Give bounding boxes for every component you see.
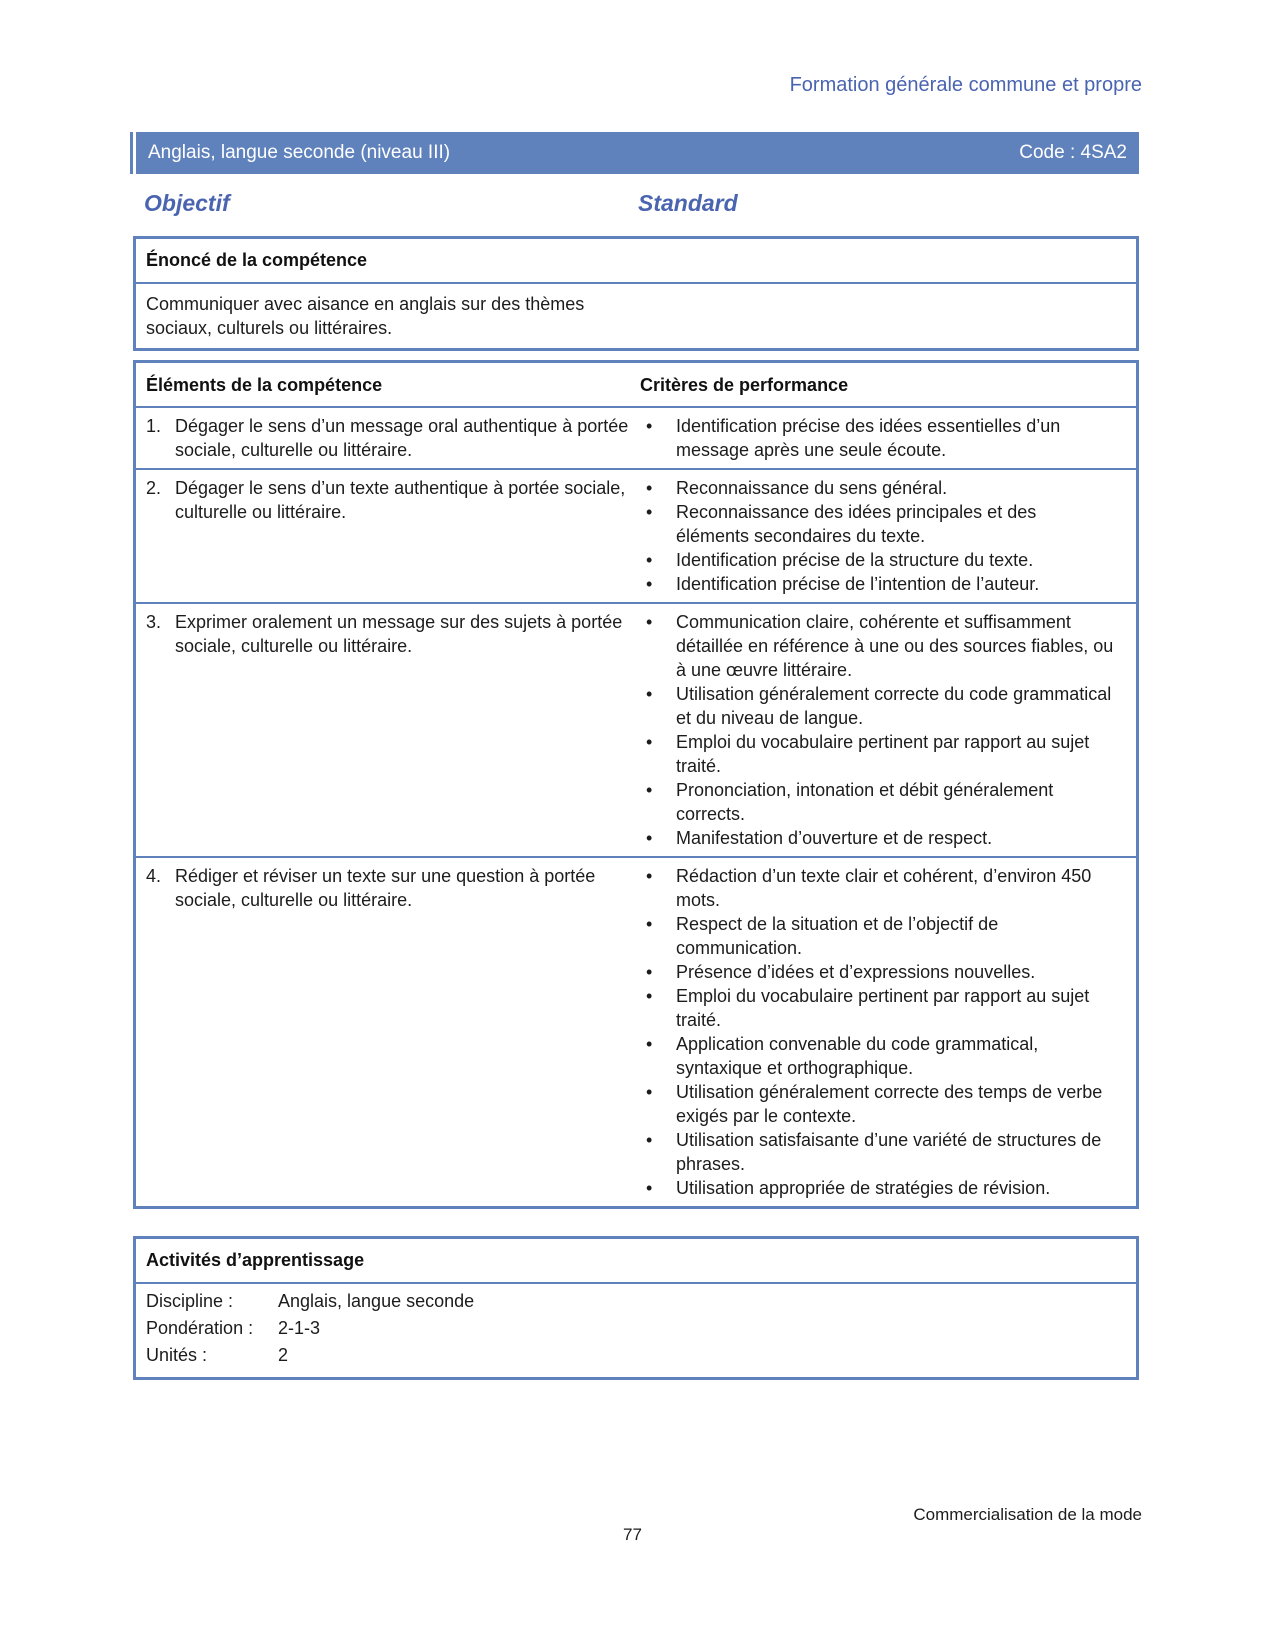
- criterion-text: Prononciation, intonation et débit généralement corrects.: [676, 780, 1054, 824]
- competency-statement-box: [133, 236, 1139, 351]
- criterion-item: [640, 476, 1126, 500]
- activity-row: [136, 1342, 1136, 1369]
- criterion-item: [640, 1032, 1126, 1080]
- criteria-list: [640, 408, 1136, 468]
- element-number: 3.: [146, 612, 162, 632]
- criteria-list: [640, 604, 1136, 856]
- element-number: 4.: [146, 866, 162, 886]
- criterion-item: [640, 864, 1126, 912]
- course-code: Code : 4SA2: [1019, 142, 1127, 163]
- competency-element: [136, 858, 640, 912]
- learning-activities-box: [133, 1236, 1139, 1380]
- criterion-item: [640, 414, 1126, 462]
- element-number: 1.: [146, 416, 162, 436]
- bullet-icon: •: [646, 828, 653, 848]
- criterion-item: [640, 984, 1126, 1032]
- element-text: Dégager le sens d’un message oral authentique à portée sociale, culturelle ou littéraire.: [175, 416, 629, 460]
- bullet-icon: •: [646, 502, 653, 522]
- competency-table: [133, 360, 1139, 1209]
- bullet-icon: •: [646, 732, 653, 752]
- criterion-text: Manifestation d’ouverture et de respect.: [676, 828, 993, 848]
- document-section-header: Formation générale commune et propre: [789, 74, 1142, 96]
- criterion-text: Emploi du vocabulaire pertinent par rapport au sujet traité.: [676, 986, 1090, 1030]
- bullet-icon: •: [646, 478, 653, 498]
- criteria-list: [640, 470, 1136, 602]
- criterion-text: Communication claire, cohérente et suffisamment détaillée en référence à une ou des sources fiables, ou à une œuvre littéraire.: [676, 612, 1114, 680]
- criterion-item: [640, 778, 1126, 826]
- course-title: Anglais, langue seconde (niveau III): [148, 142, 451, 163]
- bullet-icon: •: [646, 684, 653, 704]
- standard-label: Standard: [638, 190, 738, 216]
- criterion-item: [640, 682, 1126, 730]
- element-text: Exprimer oralement un message sur des sujets à portée sociale, culturelle ou littéraire.: [175, 612, 623, 656]
- criterion-item: [640, 1176, 1126, 1200]
- criteria-table: [136, 363, 1136, 1206]
- activity-value: 2: [278, 1345, 289, 1365]
- objectif-label: Objectif: [144, 190, 230, 216]
- bullet-icon: •: [646, 962, 653, 982]
- activity-label: Unités :: [146, 1345, 208, 1365]
- criterion-text: Identification précise des idées essentielles d’un message après une seule écoute.: [676, 416, 1061, 460]
- criterion-text: Reconnaissance du sens général.: [676, 478, 948, 498]
- criterion-text: Utilisation appropriée de stratégies de révision.: [676, 1178, 1051, 1198]
- activity-label: Discipline :: [146, 1291, 234, 1311]
- criterion-item: [640, 572, 1126, 596]
- criterion-item: [640, 500, 1126, 548]
- activity-value: 2-1-3: [278, 1318, 321, 1338]
- activity-value: Anglais, langue seconde: [278, 1291, 475, 1311]
- activity-row: [136, 1288, 1136, 1315]
- criterion-text: Rédaction d’un texte clair et cohérent, d’environ 450 mots.: [676, 866, 1092, 910]
- page-number: 77: [623, 1525, 642, 1544]
- bullet-icon: •: [646, 1130, 653, 1150]
- criterion-item: [640, 730, 1126, 778]
- col-criteria-header: Critères de performance: [640, 374, 849, 395]
- bullet-icon: •: [646, 416, 653, 436]
- criterion-text: Reconnaissance des idées principales et des éléments secondaires du texte.: [676, 502, 1037, 546]
- element-number: 2.: [146, 478, 162, 498]
- table-row: [136, 857, 1136, 1206]
- criterion-item: [640, 826, 1126, 850]
- bullet-icon: •: [646, 780, 653, 800]
- course-title-bar: [133, 132, 1139, 174]
- criterion-text: Utilisation généralement correcte des temps de verbe exigés par le contexte.: [676, 1082, 1103, 1126]
- bullet-icon: •: [646, 914, 653, 934]
- criteria-list: [640, 858, 1136, 1206]
- criterion-item: [640, 960, 1126, 984]
- table-row: [136, 603, 1136, 857]
- table-row: [136, 469, 1136, 603]
- activities-heading: Activités d’apprentissage: [136, 1239, 1136, 1284]
- bullet-icon: •: [646, 1034, 653, 1054]
- bullet-icon: •: [646, 612, 653, 632]
- statement-heading: Énoncé de la compétence: [136, 239, 1136, 284]
- criterion-text: Utilisation généralement correcte du code grammatical et du niveau de langue.: [676, 684, 1112, 728]
- criterion-item: [640, 912, 1126, 960]
- criterion-text: Emploi du vocabulaire pertinent par rapport au sujet traité.: [676, 732, 1090, 776]
- activity-row: [136, 1315, 1136, 1342]
- criterion-text: Utilisation satisfaisante d’une variété de structures de phrases.: [676, 1130, 1102, 1174]
- competency-element: [136, 408, 640, 462]
- activity-label: Pondération :: [146, 1318, 254, 1338]
- bullet-icon: •: [646, 1082, 653, 1102]
- criterion-text: Respect de la situation et de l’objectif de communication.: [676, 914, 999, 958]
- bullet-icon: •: [646, 550, 653, 570]
- bullet-icon: •: [646, 574, 653, 594]
- element-text: Dégager le sens d’un texte authentique à portée sociale, culturelle ou littéraire.: [175, 478, 626, 522]
- criterion-text: Identification précise de l’intention de l’auteur.: [676, 574, 1040, 594]
- competency-element: [136, 470, 640, 524]
- criterion-text: Application convenable du code grammatical, syntaxique et orthographique.: [676, 1034, 1039, 1078]
- table-row: [136, 407, 1136, 469]
- criterion-text: Présence d’idées et d’expressions nouvelles.: [676, 962, 1036, 982]
- criterion-item: [640, 548, 1126, 572]
- competency-element: [136, 604, 640, 658]
- footer-program: Commercialisation de la mode: [913, 1505, 1142, 1524]
- col-elements-header: Éléments de la compétence: [146, 374, 383, 395]
- statement-text: Communiquer avec aisance en anglais sur des thèmes sociaux, culturels ou littéraires.: [146, 294, 585, 338]
- criterion-item: [640, 1080, 1126, 1128]
- criterion-item: [640, 610, 1126, 682]
- element-text: Rédiger et réviser un texte sur une question à portée sociale, culturelle ou littéraire.: [175, 866, 596, 910]
- bullet-icon: •: [646, 986, 653, 1006]
- bullet-icon: •: [646, 1178, 653, 1198]
- bullet-icon: •: [646, 866, 653, 886]
- criterion-text: Identification précise de la structure du texte.: [676, 550, 1034, 570]
- criterion-item: [640, 1128, 1126, 1176]
